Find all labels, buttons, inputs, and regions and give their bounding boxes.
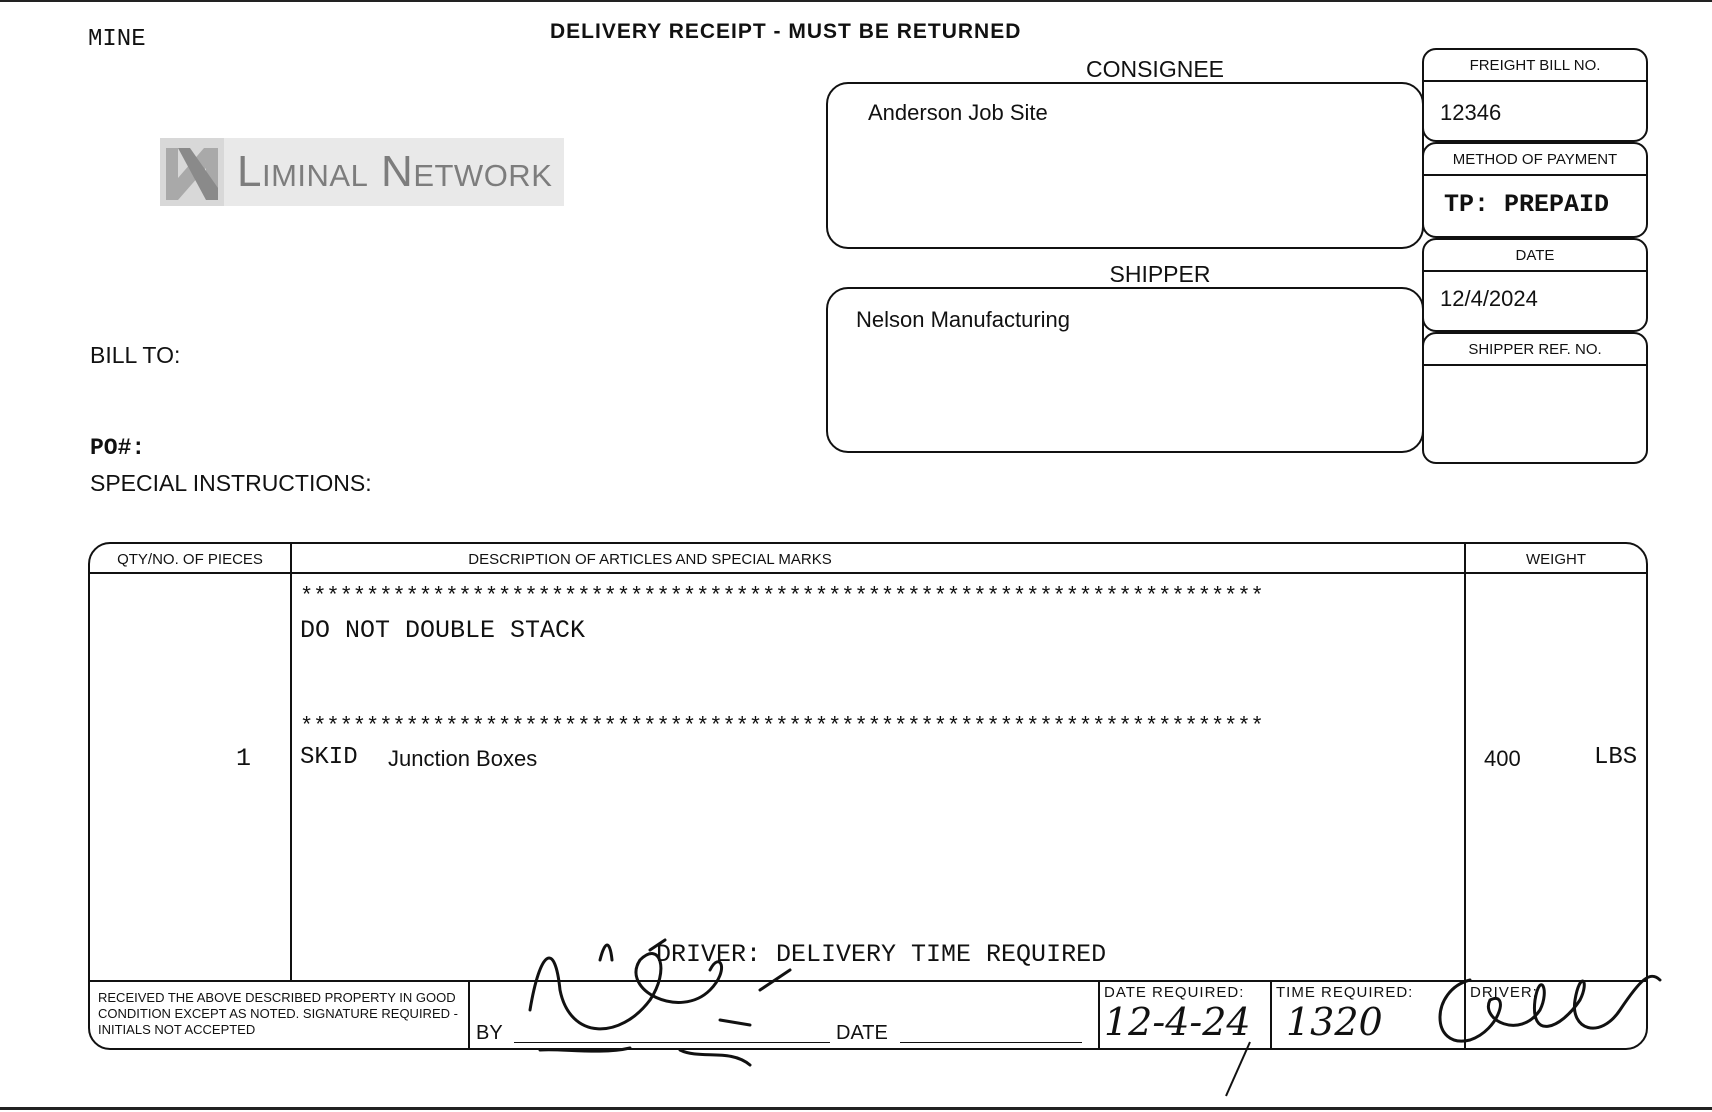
date-required-value: 12-4-24 [1104,1000,1251,1044]
special-note: DO NOT DOUBLE STACK [300,616,586,645]
time-required-value: 1320 [1286,1000,1383,1044]
driver-label: DRIVER: [1470,984,1538,1001]
freight-bill-value: 12346 [1440,100,1502,125]
freight-bill-label: FREIGHT BILL NO. [1469,57,1601,74]
stars-row-top: ************************************************************************* [300,584,1264,609]
consignee-label: CONSIGNEE [1085,56,1225,82]
col-qty-header: QTY/NO. OF PIECES [117,551,263,568]
top-border [0,0,1712,2]
shipper-ref-box [1422,332,1648,464]
special-instructions-label: SPECIAL INSTRUCTIONS: [90,470,372,496]
shipper-ref-label: SHIPPER REF. NO. [1468,341,1602,358]
time-required-label: TIME REQUIRED: [1276,984,1414,1001]
received-statement: RECEIVED THE ABOVE DESCRIBED PROPERTY IN GOOD CONDITION EXCEPT AS NOTED. SIGNATURE REQUIRED - INITIALS NOT ACCEPTED [98,990,458,1037]
date-required-label: DATE REQUIRED: [1104,984,1245,1001]
shipper-box [826,287,1424,453]
date-label: DATE [1515,247,1555,264]
bottom-border [0,1107,1712,1110]
payment-value: TP: PREPAID [1444,190,1610,219]
date-signed-label: DATE [836,1022,888,1044]
shipper-label: SHIPPER [1109,261,1211,287]
by-label: BY [476,1022,503,1044]
row-weight-unit: LBS [1594,744,1638,771]
driver-signature [1430,960,1670,1060]
consignee-box [826,82,1424,249]
mine-label: MINE [88,26,146,53]
col-desc-header: DESCRIPTION OF ARTICLES AND SPECIAL MARKS [468,551,832,568]
date-box [1422,238,1648,332]
articles-table [88,542,1648,1050]
receiver-signature [500,930,820,1080]
po-label: PO#: [90,435,146,461]
col-weight-header: WEIGHT [1526,551,1586,568]
driver-note: DRIVER: DELIVERY TIME REQUIRED [656,940,1107,969]
bill-to-label: BILL TO: [90,342,181,368]
row-weight: 400 [1484,746,1521,771]
logo-text: Liminal Network [237,147,553,196]
row-qty: 1 [236,744,252,773]
freight-bill-box [1422,48,1648,142]
logo-mark-icon [160,138,224,206]
row-description: Junction Boxes [388,746,538,771]
row-unit: SKID [300,744,358,771]
signature-stroke [1220,1040,1260,1100]
shipper-name: Nelson Manufacturing [856,307,1071,332]
stars-row-bottom: ************************************************************************* [300,714,1264,739]
form-title: DELIVERY RECEIPT - MUST BE RETURNED [550,20,1022,43]
payment-box [1422,142,1648,238]
consignee-name: Anderson Job Site [868,100,1048,125]
payment-label: METHOD OF PAYMENT [1452,151,1618,168]
date-value: 12/4/2024 [1440,286,1538,311]
